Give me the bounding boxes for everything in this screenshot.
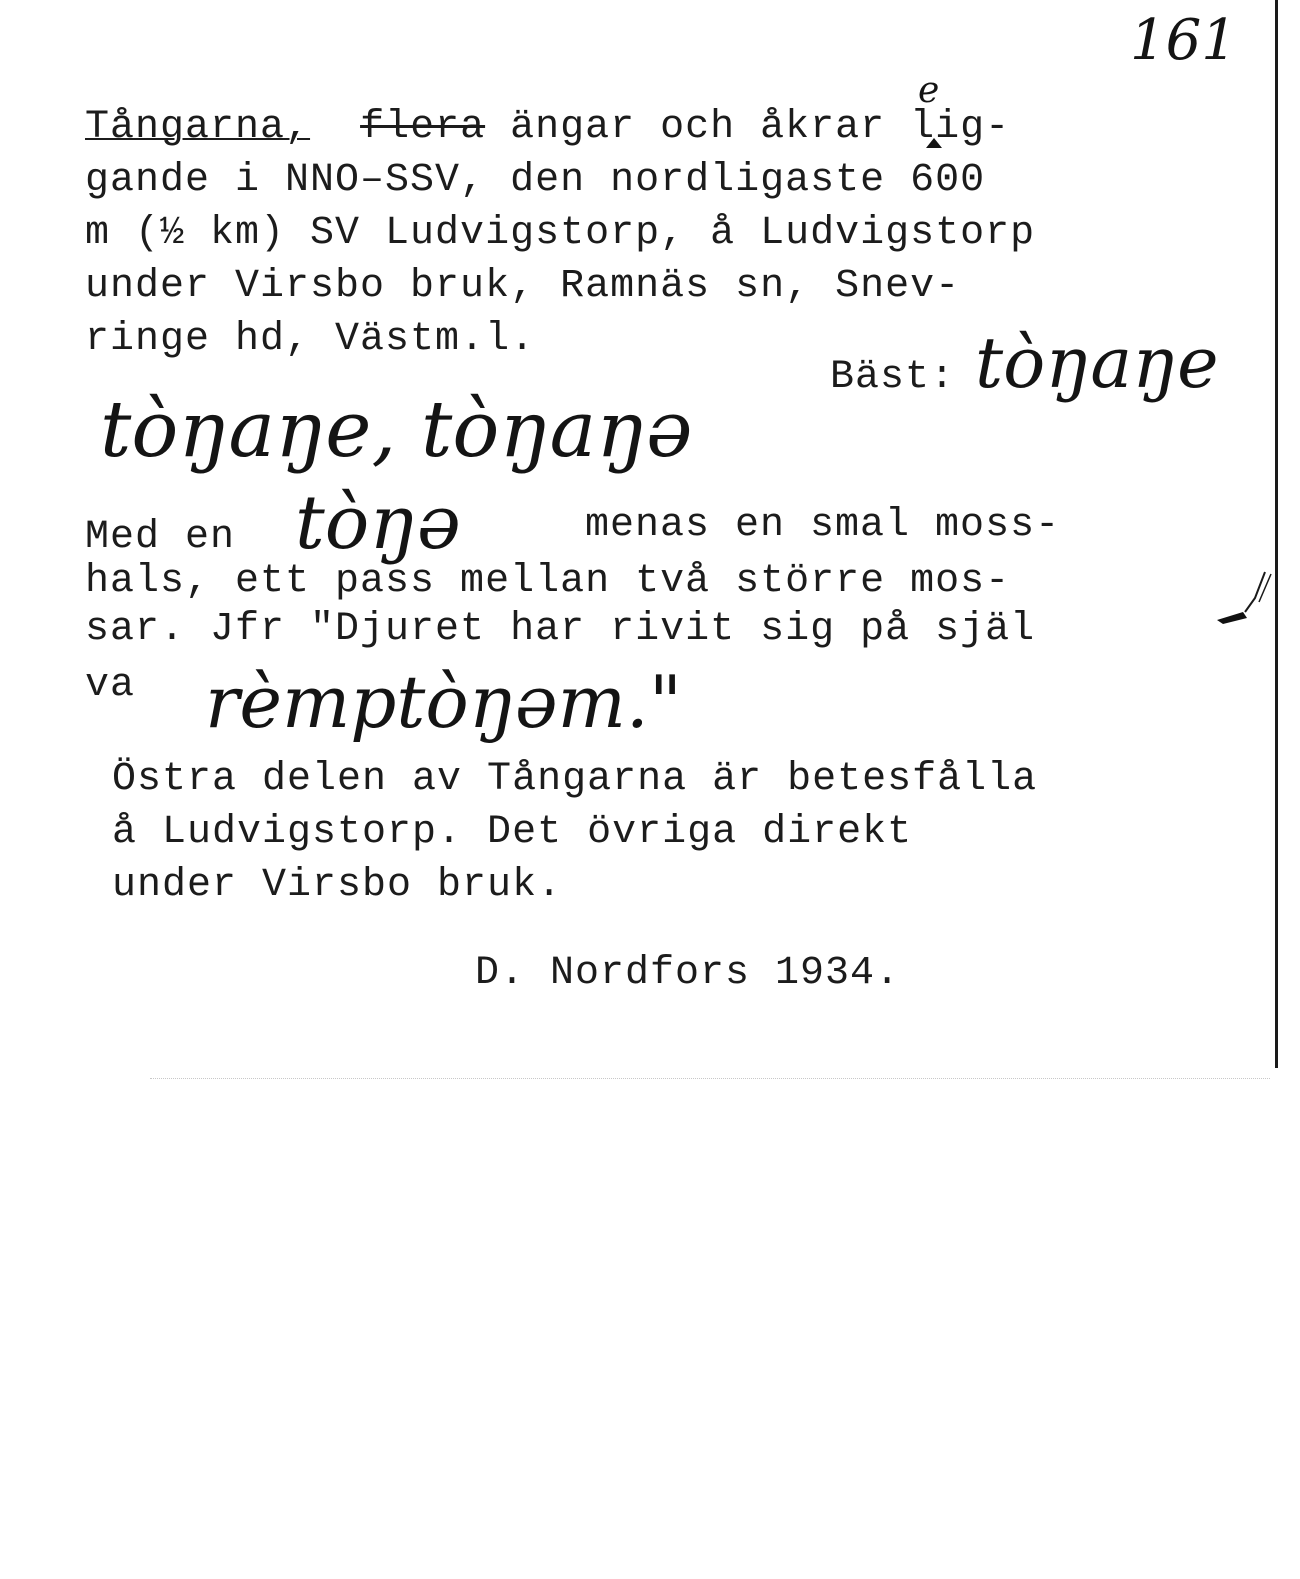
page-number: 161 <box>1130 8 1237 73</box>
signature: D. Nordfors 1934. <box>475 951 901 996</box>
inserted-letter: e <box>918 70 940 111</box>
pen-mark-icon <box>1215 568 1275 638</box>
card-bottom-edge <box>150 1078 1270 1079</box>
text-menas: menas en smal moss- <box>585 503 1061 548</box>
text-line-4: under Virsbo bruk, Ramnäs sn, Snev- <box>85 264 961 309</box>
text-line-3: m (½ km) SV Ludvigstorp, å Ludvigstorp <box>85 211 1036 256</box>
card-right-edge <box>1275 0 1278 1068</box>
line-1-text: ängar och åkrar lig- <box>485 105 1011 150</box>
text-line-5: ringe hd, Västm.l. <box>85 317 536 362</box>
form-quote: rèmptòŋəm." <box>205 660 682 744</box>
text-hals: hals, ett pass mellan två större mos- <box>85 559 1011 604</box>
text-va: va <box>85 663 136 708</box>
text-line-1 <box>85 102 1010 154</box>
best-form: tòŋaŋe <box>975 322 1219 404</box>
note-line-2: å Ludvigstorp. Det övriga direkt <box>112 810 913 855</box>
handwritten-forms: tòŋaŋe, tòŋaŋə <box>100 385 693 475</box>
text-line-2: gande i NNO–SSV, den nordligaste 600 <box>85 158 986 203</box>
place-name: Tångarna, <box>85 105 311 150</box>
best-label: Bäst: <box>830 355 956 400</box>
text-sar: sar. Jfr "Djuret har rivit sig på själ <box>85 607 1036 652</box>
note-line-3: under Virsbo bruk. <box>112 863 563 908</box>
note-line-1: Östra delen av Tångarna är betesfålla <box>112 757 1038 802</box>
med-en-text: Med en <box>85 515 236 560</box>
struck-word: flera <box>360 105 486 150</box>
form-tonga: tòŋə <box>295 480 461 566</box>
